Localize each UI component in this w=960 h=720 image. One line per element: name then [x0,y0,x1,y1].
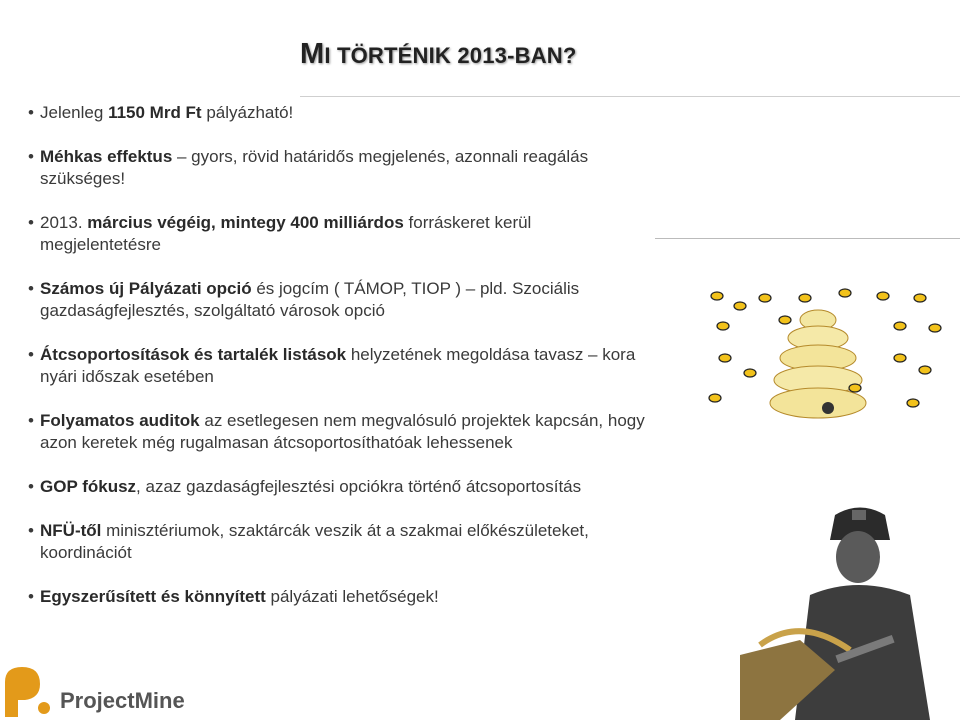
footer-logo-text: ProjectMine [60,688,185,713]
bullet-text: GOP fókusz [40,477,137,496]
bullet-dot-icon: • [28,213,34,232]
bullet-text: március végéig, mintegy 400 milliárdos [87,213,404,232]
bullet-item [28,410,648,454]
title-main: I TÖRTÉNIK 2013- [324,43,515,68]
bullet-text: – gyors, rövid határidős megjelenés, azonnali reagálás szükséges! [40,147,589,188]
bullet-text: forráskeret kerül megjelentetésre [40,213,532,254]
bullet-item [28,344,648,388]
bullet-text: pályázati lehetőségek! [265,587,439,606]
bullet-text: Jelenleg [40,103,109,122]
bullet-dot-icon: • [28,477,34,496]
title-suffix: BAN? [514,43,577,68]
bullet-item [28,476,648,498]
beehive-illustration [655,238,960,438]
bullet-item [28,212,648,256]
bullet-dot-icon: • [28,279,34,298]
bullet-text: Folyamatos auditok [40,411,200,430]
bullet-text: helyzetének megoldása tavasz – kora nyári időszak esetében [40,345,636,386]
bullet-item [28,278,648,322]
bullet-item [28,520,648,564]
bullet-list [28,102,648,608]
bullet-text: 1150 Mrd Ft [108,103,202,122]
title-divider [300,96,960,97]
bullet-dot-icon: • [28,147,34,166]
bullet-item [28,102,648,124]
bullet-text: minisztériumok, szaktárcák veszik át a szakmai előkészületeket, koordinációt [40,521,589,562]
miner-photo [740,495,960,720]
bullet-item [28,146,648,190]
bullet-text: Számos új Pályázati opció [40,279,252,298]
bullet-dot-icon: • [28,587,34,606]
bullet-text: az esetlegesen nem megvalósuló projektek kapcsán, hogy azon keretek még rugalmasan átcsoportosíthatóak lehessenek [40,411,645,452]
bullet-text: Átcsoportosítások és tartalék listások [40,345,347,364]
bullet-dot-icon: • [28,411,34,430]
bullet-text: Méhkas effektus [40,147,173,166]
bullet-dot-icon: • [28,521,34,540]
bullet-text: NFÜ-től [40,521,102,540]
bullet-dot-icon: • [28,103,34,122]
bullet-text: 2013. [40,213,88,232]
bullet-text: és jogcím ( TÁMOP, TIOP ) – pld. Szociális gazdaságfejlesztés, szolgáltató városok opció [40,279,580,320]
title-prefix: M [300,38,325,70]
slide-title [300,38,577,71]
bullet-text: , azaz gazdaságfejlesztési opciókra történő átcsoportosítás [136,477,582,496]
bullet-dot-icon: • [28,345,34,364]
bullet-text: Egyszerűsített és könnyített [40,587,266,606]
bullet-text: pályázható! [201,103,294,122]
bullet-item [28,586,648,608]
